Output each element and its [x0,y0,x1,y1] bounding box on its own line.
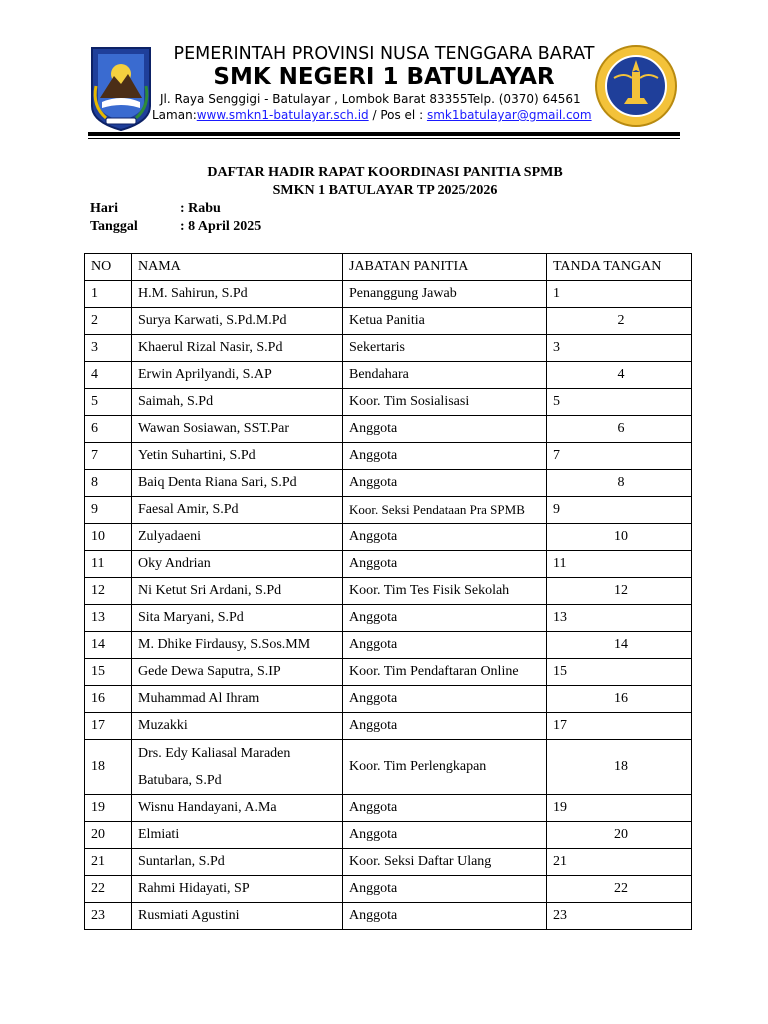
cell-signature: 1 [547,281,692,308]
cell-nama: Sita Maryani, S.Pd [132,605,343,632]
table-row [85,605,692,632]
cell-jabatan: Ketua Panitia [343,308,547,335]
cell-no: 21 [85,849,132,876]
cell-signature: 4 [547,362,692,389]
table-row [85,578,692,605]
cell-no: 15 [85,659,132,686]
cell-jabatan: Koor. Tim Sosialisasi [343,389,547,416]
cell-nama: Surya Karwati, S.Pd.M.Pd [132,308,343,335]
email-link[interactable]: smk1batulayar@gmail.com [426,108,592,122]
cell-no: 5 [85,389,132,416]
cell-no: 14 [85,632,132,659]
cell-jabatan: Anggota [343,416,547,443]
cell-nama: Erwin Aprilyandi, S.AP [132,362,343,389]
cell-nama: Faesal Amir, S.Pd [132,497,343,524]
cell-jabatan: Koor. Tim Pendaftaran Online [343,659,547,686]
table-row [85,281,692,308]
header-nama: NAMA [132,254,343,281]
cell-jabatan: Koor. Seksi Daftar Ulang [343,849,547,876]
cell-no: 1 [85,281,132,308]
cell-nama: Drs. Edy Kaliasal Maraden Batubara, S.Pd [132,740,343,795]
cell-signature: 16 [547,686,692,713]
cell-nama: Yetin Suhartini, S.Pd [132,443,343,470]
cell-jabatan: Anggota [343,713,547,740]
cell-signature: 5 [547,389,692,416]
cell-signature: 23 [547,903,692,930]
government-name: PEMERINTAH PROVINSI NUSA TENGGARA BARAT [173,44,595,64]
letterhead [0,0,768,140]
header-tanda-tangan: TANDA TANGAN [547,254,692,281]
cell-nama: Gede Dewa Saputra, S.IP [132,659,343,686]
cell-jabatan: Koor. Seksi Pendataan Pra SPMB [343,497,547,524]
cell-nama: M. Dhike Firdausy, S.Sos.MM [132,632,343,659]
cell-signature: 3 [547,335,692,362]
table-row [85,632,692,659]
cell-no: 2 [85,308,132,335]
meeting-day [90,201,221,217]
table-row [85,497,692,524]
cell-nama: Wisnu Handayani, A.Ma [132,795,343,822]
cell-jabatan: Anggota [343,686,547,713]
table-row [85,362,692,389]
cell-nama: H.M. Sahirun, S.Pd [132,281,343,308]
cell-no: 13 [85,605,132,632]
day-label: Hari [90,201,118,216]
cell-jabatan: Koor. Tim Tes Fisik Sekolah [343,578,547,605]
cell-signature: 21 [547,849,692,876]
cell-jabatan: Anggota [343,605,547,632]
cell-no: 4 [85,362,132,389]
cell-signature: 13 [547,605,692,632]
cell-nama: Baiq Denta Riana Sari, S.Pd [132,470,343,497]
header-jabatan: JABATAN PANITIA [343,254,547,281]
table-row [85,551,692,578]
cell-signature: 18 [547,740,692,795]
cell-signature: 17 [547,713,692,740]
cell-no: 18 [85,740,132,795]
cell-signature: 12 [547,578,692,605]
cell-nama: Khaerul Rizal Nasir, S.Pd [132,335,343,362]
school-name: SMK NEGERI 1 BATULAYAR [213,64,555,90]
table-header-row [85,254,692,281]
cell-no: 9 [85,497,132,524]
table-row [85,849,692,876]
cell-no: 10 [85,524,132,551]
table-row [85,524,692,551]
cell-signature: 8 [547,470,692,497]
document-subtitle: SMKN 1 BATULAYAR TP 2025/2026 [272,183,498,198]
cell-signature: 19 [547,795,692,822]
email-label: / Pos el : [368,108,427,122]
cell-signature: 7 [547,443,692,470]
cell-no: 20 [85,822,132,849]
table-row [85,308,692,335]
table-row [85,686,692,713]
cell-nama: Muhammad Al Ihram [132,686,343,713]
province-emblem-logo [88,46,154,132]
date-label: Tanggal [90,219,138,234]
cell-signature: 6 [547,416,692,443]
contact-line [152,108,592,122]
table-row [85,740,692,795]
table-row [85,876,692,903]
cell-signature: 22 [547,876,692,903]
table-row [85,903,692,930]
cell-jabatan: Anggota [343,632,547,659]
cell-jabatan: Anggota [343,822,547,849]
cell-nama: Ni Ketut Sri Ardani, S.Pd [132,578,343,605]
school-emblem-logo [594,44,678,128]
cell-no: 6 [85,416,132,443]
cell-signature: 14 [547,632,692,659]
cell-no: 17 [85,713,132,740]
table-row [85,659,692,686]
cell-signature: 9 [547,497,692,524]
school-address: Jl. Raya Senggigi - Batulayar , Lombok Barat 83355Telp. (0370) 64561 [160,92,581,106]
cell-signature: 10 [547,524,692,551]
cell-nama: Elmiati [132,822,343,849]
cell-jabatan: Bendahara [343,362,547,389]
cell-nama: Wawan Sosiawan, SST.Par [132,416,343,443]
cell-no: 3 [85,335,132,362]
cell-no: 22 [85,876,132,903]
cell-no: 7 [85,443,132,470]
cell-jabatan: Anggota [343,795,547,822]
table-row [85,389,692,416]
cell-no: 23 [85,903,132,930]
table-row [85,470,692,497]
cell-signature: 11 [547,551,692,578]
header-no: NO [85,254,132,281]
cell-no: 11 [85,551,132,578]
cell-nama: Rusmiati Agustini [132,903,343,930]
cell-nama: Rahmi Hidayati, SP [132,876,343,903]
document-title: DAFTAR HADIR RAPAT KOORDINASI PANITIA SPMB [207,165,563,180]
cell-nama: Oky Andrian [132,551,343,578]
cell-jabatan: Anggota [343,551,547,578]
attendance-table [84,253,692,930]
meeting-date [90,219,261,235]
cell-nama: Zulyadaeni [132,524,343,551]
cell-no: 16 [85,686,132,713]
date-value: : 8 April 2025 [180,219,262,234]
cell-jabatan: Anggota [343,524,547,551]
table-row [85,795,692,822]
cell-jabatan: Koor. Tim Perlengkapan [343,740,547,795]
website-link[interactable]: www.smkn1-batulayar.sch.id [196,108,369,122]
cell-jabatan: Anggota [343,876,547,903]
cell-no: 8 [85,470,132,497]
table-row [85,713,692,740]
table-row [85,822,692,849]
day-value: : Rabu [180,201,221,216]
letterhead-rule-thin [88,138,680,139]
cell-jabatan: Anggota [343,470,547,497]
cell-no: 12 [85,578,132,605]
cell-signature: 20 [547,822,692,849]
cell-jabatan: Anggota [343,443,547,470]
table-row [85,416,692,443]
cell-nama: Saimah, S.Pd [132,389,343,416]
cell-no: 19 [85,795,132,822]
cell-nama: Muzakki [132,713,343,740]
cell-jabatan: Penanggung Jawab [343,281,547,308]
web-label: Laman: [152,108,197,122]
table-row [85,335,692,362]
cell-jabatan: Anggota [343,903,547,930]
cell-nama: Suntarlan, S.Pd [132,849,343,876]
cell-jabatan: Sekertaris [343,335,547,362]
table-row [85,443,692,470]
cell-signature: 2 [547,308,692,335]
cell-signature: 15 [547,659,692,686]
letterhead-rule-thick [88,132,680,136]
